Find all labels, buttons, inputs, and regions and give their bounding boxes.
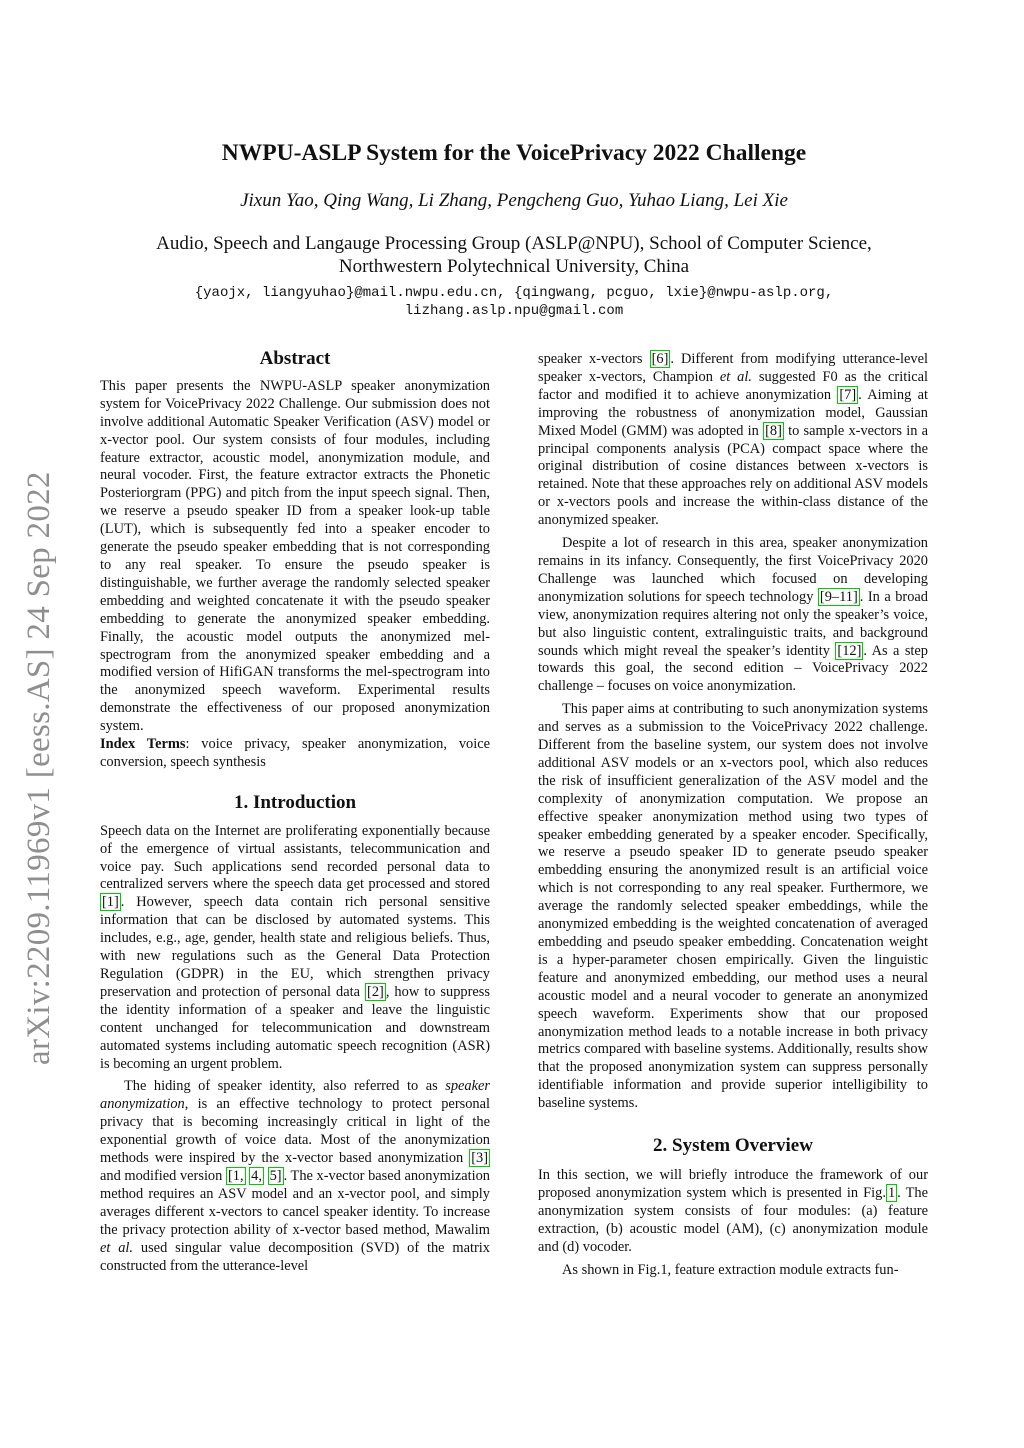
citation-link[interactable]: [2] bbox=[367, 983, 384, 1000]
paper-title: NWPU-ASLP System for the VoicePrivacy 2022 Challenge bbox=[221, 140, 807, 166]
intro-paragraph-3: speaker x-vectors [6] . Different from modifying utterance-level speaker x-vectors, Champion et al. suggested F0 as the critical factor and modified it to achieve anonymization [7] . Aiming at improving the robustness of anonymization model, Gaussian Mixed Model (GMM) was adopted in [8] to sample x-vectors in a principal components analysis (PCA) compact space where the original distribution of cosine distances between x-vectors is retained. Note that these approaches rely on additional ASV models or x-vectors pools and increase the within-class distance of the anonymized speaker. bbox=[538, 351, 929, 529]
left-column bbox=[100, 350, 490, 1275]
index-terms-text: : voice privacy, speaker anonymization, voice conversion, speech synthesis bbox=[100, 736, 490, 770]
intro-paragraph-1: Speech data on the Internet are proliferating exponentially because of the emergence of virtual assistants, telecommunication and voice pay. Such applications send recorded personal data to centralized servers where the speech data get processed and stored [1] . However, speech data contain rich personal sensitive information that can be disclosed by automated systems. This includes, e.g., age, gender, health state and religious beliefs. Thus, with new regulations such as the General Data Protection Regulation (GDPR) in the EU, which strengthen privacy preservation and protection of personal data [2] , how to suppress the identity information of a speaker and leave the linguistic content unchanged for telecommunication and downstream automated systems including automatic speech recognition (ASR) is becoming an urgent problem. bbox=[100, 822, 490, 1072]
citation-link[interactable]: [12] bbox=[837, 642, 862, 659]
email-addresses bbox=[100, 284, 928, 320]
citation-link[interactable]: 4, bbox=[251, 1167, 262, 1184]
citation-link[interactable]: [6] bbox=[651, 351, 669, 367]
citation-link[interactable]: [8] bbox=[765, 422, 782, 439]
arxiv-identifier-stamp: arXiv:2209.11969v1 [eess.AS] 24 Sep 2022 bbox=[21, 471, 57, 1065]
right-column bbox=[538, 351, 928, 1279]
figure-link[interactable]: 1 bbox=[887, 1184, 896, 1201]
author-list: Jixun Yao, Qing Wang, Li Zhang, Pengcheng Guo, Yuhao Liang, Lei Xie bbox=[240, 190, 788, 211]
email-line: {yaojx, liangyuhao}@mail.nwpu.edu.cn, {qingwang, pcguo, lxie}@nwpu-aslp.org, bbox=[194, 285, 834, 301]
intro-paragraph-4: Despite a lot of research in this area, speaker anonymization remains in its infancy. Consequently, the first VoicePrivacy 2020 Challenge was launched which focused on developing anonymization solutions for speech technology [9–11] . In a broad view, anonymization requires altering not only the speaker’s voice, but also linguistic content, extralinguistic traits, and background sounds which might reveal the speaker’s identity [12] . As a step towards this goal, the second edition – VoicePrivacy 2022 challenge – focuses on voice anonymization. bbox=[538, 535, 928, 695]
intro-paragraph-2: The hiding of speaker identity, also referred to as speaker anonymization, is an effective technology to protect personal privacy that is becoming increasingly critical in light of the exponential growth of voice data. Most of the anonymization methods were inspired by the x-vector based anonymization [3] and modified version [1, 4, 5] . The x-vector based anonymization method requires an ASV model and an x-vector pool, and simply averages different x-vectors to cancel speaker identity. To increase the privacy protection ability of x-vector based method, Mawalim et al. used singular value decomposition (SVD) of the matrix constructed from the utterance-level bbox=[100, 1078, 490, 1274]
email-line: lizhang.aslp.npu@gmail.com bbox=[404, 303, 624, 319]
citation-link[interactable]: [3] bbox=[471, 1150, 488, 1167]
system-overview-heading: 2. System Overview bbox=[653, 1135, 813, 1157]
affiliation-line: Audio, Speech and Langauge Processing Group (ASLP@NPU), School of Computer Science, bbox=[156, 233, 872, 254]
citation-link[interactable]: [7] bbox=[839, 386, 857, 403]
citation-link[interactable]: [1] bbox=[102, 894, 119, 911]
affiliation bbox=[100, 232, 928, 278]
system-overview-paragraph-1: In this section, we will briefly introduce the framework of our proposed anonymization system which is presented in Fig. 1 . The anonymization system consists of four modules: (a) feature extraction, (b) acoustic model (AM), (c) anonymization module and (d) vocoder. bbox=[538, 1166, 928, 1255]
affiliation-line: Northwestern Polytechnical University, China bbox=[338, 256, 690, 277]
abstract-heading: Abstract bbox=[259, 348, 331, 369]
citation-link[interactable]: [1, bbox=[227, 1167, 244, 1184]
citation-link[interactable]: 5] bbox=[269, 1167, 282, 1184]
abstract-text: This paper presents the NWPU-ASLP speaker anonymization system for VoicePrivacy 2022 Challenge. Our submission does not involve additional Automatic Speaker Verification (ASV) model or x-vector pool. Our system consists of four modules, including feature extractor, acoustic model, anonymization module, and neural vocoder. First, the feature extractor extracts the Phonetic Posteriorgram (PPG) and pitch from the input speech signal. Then, we reserve a pseudo speaker ID from a speaker look-up table (LUT), which is subsequently fed into a speaker encoder to generate the pseudo speaker embedding that is not corresponding to any real speaker. To ensure the pseudo speaker is distinguishable, we further average the randomly selected speaker embedding and weighted concatenate it with the pseudo speaker embedding to generate the anonymized speaker embedding. Finally, the acoustic model outputs the anonymized mel-spectrogram from the anonymized speaker embedding and a modified version of HifiGAN transforms the mel-spectrogram into the anonymized speech waveform. Experimental results demonstrate the effectiveness of our proposed anonymization system. bbox=[100, 377, 490, 735]
index-terms-label: Index Terms bbox=[100, 736, 186, 753]
index-terms bbox=[100, 736, 490, 772]
citation-link[interactable]: [9–11] bbox=[819, 588, 858, 605]
intro-paragraph-5: This paper aims at contributing to such anonymization systems and serves as a submission to the VoicePrivacy 2022 challenge. Different from the baseline system, our system does not involve additional ASV models or an x-vectors pool, which also reduces the risk of insufficient generalization of the ASV model and the complexity of anonymization computation. We propose an effective speaker anonymization method using two types of speaker embedding generated by a speaker encoder. Specifically, we reserve a pseudo speaker ID to generate pseudo speaker embedding ensuring the anonymized result is an artificial voice which is not corresponding to any real speaker. Furthermore, we average the randomly selected speaker embeddings, while the anonymized embedding is the weighted concatenation of averaged embedding and pseudo speaker embedding. Concatenation weight is a hyper-parameter chosen empirically. Given the linguistic feature and anonymized embedding, our method uses a neural acoustic model and a neural vocoder to generate an anonymized speech waveform. Experiments show that our proposed anonymization method leads to a notable increase in both privacy metrics compared with baseline systems. Additionally, results show that the proposed anonymization system can suppress personally identifiable information and provide superior intelligibility to baseline systems. bbox=[538, 701, 928, 1112]
introduction-heading: 1. Introduction bbox=[233, 791, 357, 813]
system-overview-paragraph-2: As shown in Fig.1, feature extraction module extracts fun- bbox=[562, 1261, 899, 1278]
